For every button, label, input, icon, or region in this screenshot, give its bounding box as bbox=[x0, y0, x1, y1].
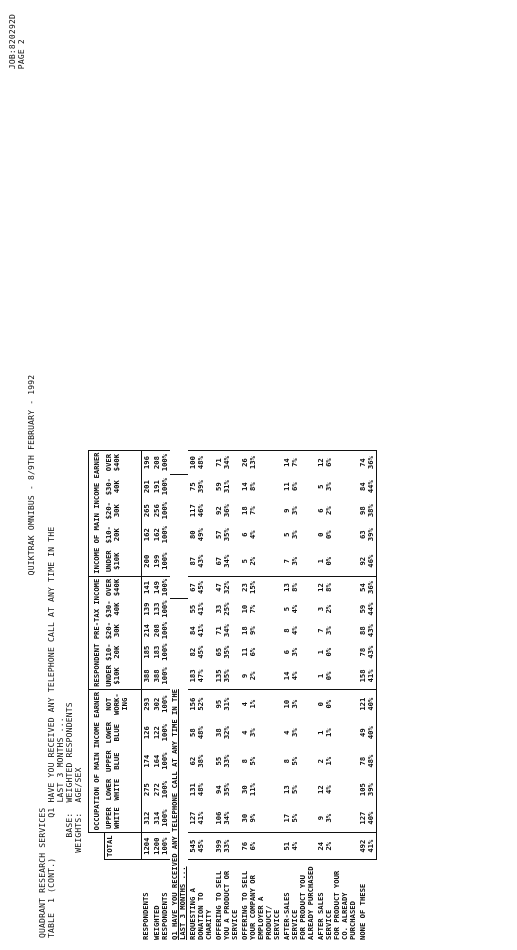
table-cell: 1 0% bbox=[315, 647, 333, 657]
table-cell: 65 35% bbox=[213, 645, 231, 659]
table-cell: 256 100% bbox=[151, 502, 169, 520]
job-reference bbox=[8, 14, 26, 69]
table-cell: 33 25% bbox=[213, 602, 231, 616]
table-cell: 54 36% bbox=[358, 576, 377, 598]
table-cell: 293 bbox=[141, 689, 152, 718]
table-cell: 106 34% bbox=[213, 811, 231, 825]
table-cell: 314 100% bbox=[151, 809, 169, 827]
table-cell: 105 39% bbox=[358, 775, 377, 803]
column-header: UPPER BLUE bbox=[104, 747, 141, 775]
table-cell: 63 39% bbox=[358, 523, 377, 547]
row-label: RESPONDENTS bbox=[141, 892, 150, 940]
table-cell: 0 0% bbox=[315, 530, 333, 540]
table-cell: 75 39% bbox=[187, 480, 205, 494]
table-cell: 26 13% bbox=[240, 450, 282, 475]
table-cell: 133 100% bbox=[151, 600, 169, 618]
table-cell: 214 bbox=[141, 624, 151, 638]
table-cell: 1204 bbox=[141, 833, 152, 860]
table-row bbox=[214, 450, 240, 942]
table-cell: 51 4% bbox=[282, 833, 316, 860]
table-cell: 82 45% bbox=[187, 645, 205, 659]
table-cell: 9 3% bbox=[315, 813, 333, 823]
column-header: $20- 30K bbox=[104, 620, 141, 642]
table-cell: 14 4% bbox=[281, 671, 299, 681]
table-cell: 30 9% bbox=[239, 813, 257, 823]
table-cell: 302 100% bbox=[152, 689, 170, 718]
column-header: OVER $40K bbox=[104, 576, 141, 598]
group-pretax-income: RESPONDENT PRE-TAX INCOME bbox=[89, 576, 105, 689]
table-cell: 196 bbox=[141, 450, 152, 475]
table-cell: 8 4% bbox=[281, 626, 299, 635]
table-cell: 4 3% bbox=[239, 728, 257, 737]
table-cell: 4 1% bbox=[240, 689, 282, 718]
table-cell: 1 0% bbox=[315, 556, 333, 566]
table-cell: 388 100% bbox=[151, 667, 169, 685]
table-cell: 122 100% bbox=[151, 724, 169, 742]
question-label-line2: LAST 3 MONTHS ... bbox=[177, 866, 187, 940]
table-cell: 18 7% bbox=[239, 506, 257, 515]
table-cell: 11 6% bbox=[239, 647, 257, 657]
question-row bbox=[170, 450, 188, 942]
table-cell: 100 48% bbox=[188, 450, 214, 475]
group-main-income: INCOME OF MAIN INCOME EARNER bbox=[89, 450, 105, 576]
table-cell: 58 48% bbox=[187, 726, 205, 740]
table-cell: 12 8% bbox=[316, 576, 358, 598]
table-row bbox=[316, 450, 358, 942]
table-cell: 57 35% bbox=[213, 528, 231, 542]
table-cell: 84 41% bbox=[187, 624, 205, 638]
table-cell: 88 43% bbox=[358, 620, 377, 642]
table-cell: 162 100% bbox=[151, 526, 169, 544]
table-cell: 67 34% bbox=[213, 554, 231, 568]
table-cell: 1 0% bbox=[315, 671, 333, 681]
table-cell: 24 2% bbox=[316, 833, 358, 860]
table-cell: 272 100% bbox=[151, 780, 169, 799]
table-cell: 201 bbox=[141, 480, 151, 494]
table-cell: 92 46% bbox=[358, 547, 377, 576]
column-header: LOWER BLUE bbox=[104, 718, 141, 746]
table-cell: 127 40% bbox=[358, 804, 377, 833]
table-cell: 23 15% bbox=[240, 576, 282, 598]
table-cell: 55 33% bbox=[213, 754, 231, 768]
table-cell: 87 43% bbox=[187, 554, 205, 568]
column-header: LOWER WHITE bbox=[104, 775, 141, 803]
row-label: OFFERING TO SELL YOU A PRODUCT OR SERVICE bbox=[213, 870, 239, 940]
table-cell: 5 2% bbox=[239, 556, 257, 566]
table-cell: 200 bbox=[141, 554, 151, 568]
table-cell: 92 36% bbox=[213, 504, 231, 518]
table-cell: 94 35% bbox=[213, 783, 231, 797]
table-cell: 265 bbox=[141, 504, 151, 518]
table-cell: 156 52% bbox=[188, 689, 214, 718]
table-cell: 98 38% bbox=[358, 499, 377, 523]
table-cell: 12 4% bbox=[315, 785, 333, 794]
column-header-row bbox=[104, 450, 141, 942]
column-header: $20- 30K bbox=[104, 499, 141, 523]
table-cell: 162 bbox=[141, 528, 151, 542]
question-label bbox=[170, 663, 188, 942]
table-cell: 4 3% bbox=[281, 728, 299, 737]
table-cell: 10 7% bbox=[239, 604, 257, 614]
table-cell: 185 bbox=[141, 645, 151, 659]
question-text: Q1 HAVE YOU RECEIVED ANY TELEPHONE CALL AT ANY TIME IN THE bbox=[47, 526, 56, 818]
table-cell: 11 6% bbox=[281, 482, 299, 491]
table-cell: 78 43% bbox=[358, 641, 377, 663]
table-cell: 5 3% bbox=[281, 530, 299, 540]
report-title: QUIKTRAK OMNIBUS - 8/9TH FEBRUARY - 1992 bbox=[27, 374, 36, 576]
table-cell: 135 35% bbox=[213, 669, 231, 683]
table-cell: 199 100% bbox=[151, 552, 169, 570]
table-cell: 38 32% bbox=[213, 726, 231, 740]
table-number: TABLE 1 (CONT.) bbox=[47, 857, 56, 938]
table-cell: 141 bbox=[141, 576, 152, 598]
table-cell: 8 5% bbox=[281, 756, 299, 766]
table-cell: 1200 100% bbox=[152, 833, 170, 860]
column-header: UNDER $10K bbox=[104, 663, 141, 689]
table-cell: 121 40% bbox=[358, 689, 377, 718]
table-cell: 183 47% bbox=[187, 669, 205, 683]
column-header: $30- 40K bbox=[104, 598, 141, 620]
table-cell: 126 bbox=[141, 726, 151, 740]
table-cell: 13 8% bbox=[282, 576, 316, 598]
table-cell: 399 33% bbox=[214, 833, 240, 860]
row-label: WEIGHTED RESPONDENTS bbox=[151, 892, 169, 940]
table-cell: 117 46% bbox=[187, 504, 205, 518]
table-cell: 174 bbox=[141, 754, 151, 768]
table-cell: 208 100% bbox=[151, 621, 169, 640]
table-cell: 9 3% bbox=[281, 506, 299, 515]
table-cell: 131 48% bbox=[187, 783, 205, 797]
table-cell: 71 34% bbox=[213, 624, 231, 638]
table-cell: 10 3% bbox=[282, 689, 316, 718]
column-header: TOTAL bbox=[104, 833, 141, 860]
group-header-row bbox=[89, 450, 105, 942]
table-cell: 5 4% bbox=[281, 604, 299, 614]
table-cell: 158 41% bbox=[358, 663, 377, 689]
table-cell: 6 4% bbox=[239, 530, 257, 540]
table-cell: 8 5% bbox=[239, 756, 257, 766]
row-label: REQUESTING A DONATION TO CHARITY bbox=[187, 888, 213, 940]
weights-text: WEIGHTS: AGE/SEX bbox=[74, 767, 83, 853]
column-header: $30- 40K bbox=[104, 475, 141, 499]
table-cell: 9 2% bbox=[239, 671, 257, 681]
table-cell: 183 100% bbox=[151, 643, 169, 661]
table-cell: 59 31% bbox=[213, 480, 231, 494]
table-cell: 67 45% bbox=[188, 576, 214, 598]
table-cell: 7 3% bbox=[281, 556, 299, 566]
question-text-cont: LAST 3 MONTHS ... bbox=[56, 717, 65, 803]
table-cell: 545 45% bbox=[188, 833, 214, 860]
table-cell: 47 32% bbox=[214, 576, 240, 598]
table-cell: 275 bbox=[141, 783, 151, 797]
table-cell: 388 bbox=[141, 669, 151, 683]
table-cell: 14 7% bbox=[282, 450, 316, 475]
base-text: BASE: WEIGHTED RESPONDENTS bbox=[65, 702, 74, 838]
table-cell: 49 40% bbox=[358, 718, 377, 746]
table-cell: 95 31% bbox=[214, 689, 240, 718]
table-cell: 1 1% bbox=[315, 728, 333, 737]
column-header: $10- 20K bbox=[104, 523, 141, 547]
table-cell: 59 44% bbox=[358, 598, 377, 620]
table-row bbox=[152, 450, 170, 942]
table-row bbox=[141, 450, 152, 942]
table-cell: 80 49% bbox=[187, 528, 205, 542]
question-label-line1: Q1 HAVE YOU RECEIVED ANY TELEPHONE CALL AT ANY TIME IN THE bbox=[169, 689, 179, 940]
table-cell: 191 100% bbox=[151, 477, 169, 496]
row-label: NONE OF THESE bbox=[357, 883, 367, 940]
report-meta bbox=[38, 527, 83, 938]
table-cell: 312 bbox=[141, 811, 151, 825]
table-cell: 6 2% bbox=[315, 506, 333, 515]
table-cell: 127 41% bbox=[187, 811, 205, 825]
table-row bbox=[282, 450, 316, 942]
table-cell: 13 5% bbox=[281, 785, 299, 794]
table-cell: 164 100% bbox=[151, 752, 169, 770]
table-cell: 3 2% bbox=[315, 604, 333, 614]
column-header: UNDER $10K bbox=[104, 547, 141, 576]
table-cell: 76 6% bbox=[240, 833, 282, 860]
table-cell: 18 9% bbox=[239, 626, 257, 635]
column-header: NOT WORK- ING bbox=[104, 689, 141, 718]
table-cell: 12 6% bbox=[316, 450, 358, 475]
table-cell: 2 1% bbox=[315, 756, 333, 766]
table-cell: 492 41% bbox=[358, 833, 377, 860]
table-cell: 30 11% bbox=[239, 783, 257, 797]
table-cell: 17 5% bbox=[281, 813, 299, 823]
table-cell: 6 3% bbox=[281, 647, 299, 657]
row-label: AFTER-SALES SERVICE FOR PRODUCT YOU ALREADY PURCHASED bbox=[281, 866, 315, 940]
table-body bbox=[141, 450, 376, 942]
agency-name: QUADRANT RESEARCH SERVICES bbox=[38, 807, 47, 938]
table-cell: 139 bbox=[141, 602, 151, 616]
table-cell: 149 100% bbox=[152, 576, 170, 598]
table-cell: 62 38% bbox=[187, 754, 205, 768]
table-cell: 5 3% bbox=[315, 482, 333, 491]
job-number: JOB:820292D bbox=[8, 14, 17, 70]
table-cell: 78 48% bbox=[358, 747, 377, 775]
table-row bbox=[358, 450, 377, 942]
table-cell: 74 36% bbox=[358, 450, 377, 475]
row-label: OFFERING TO SELL YOUR COMPANY OR EMPLOYER A PRODUCT/ SERVICE bbox=[239, 870, 281, 940]
table-cell: 55 41% bbox=[187, 602, 205, 616]
table-cell: 84 44% bbox=[358, 475, 377, 499]
row-label: AFTER SALES SERVICE FOR PRODUCT YOUR CO. ALREADY PURCHASED bbox=[315, 870, 357, 940]
table-cell: 71 34% bbox=[214, 450, 240, 475]
page-number: PAGE 2 bbox=[17, 39, 26, 70]
table-cell: 0 0% bbox=[316, 689, 358, 718]
group-occupation: OCCUPATION OF MAIN INCOME EARNER bbox=[89, 689, 105, 832]
column-header: OVER $40K bbox=[104, 450, 141, 475]
table-cell: 14 8% bbox=[239, 482, 257, 491]
table-cell: 208 100% bbox=[152, 450, 170, 475]
table-row bbox=[188, 450, 214, 942]
crosstab-table bbox=[88, 450, 377, 942]
table-cell: 7 3% bbox=[315, 626, 333, 635]
column-header: $10- 20K bbox=[104, 641, 141, 663]
column-header: UPPER WHITE bbox=[104, 804, 141, 833]
table-row bbox=[240, 450, 282, 942]
